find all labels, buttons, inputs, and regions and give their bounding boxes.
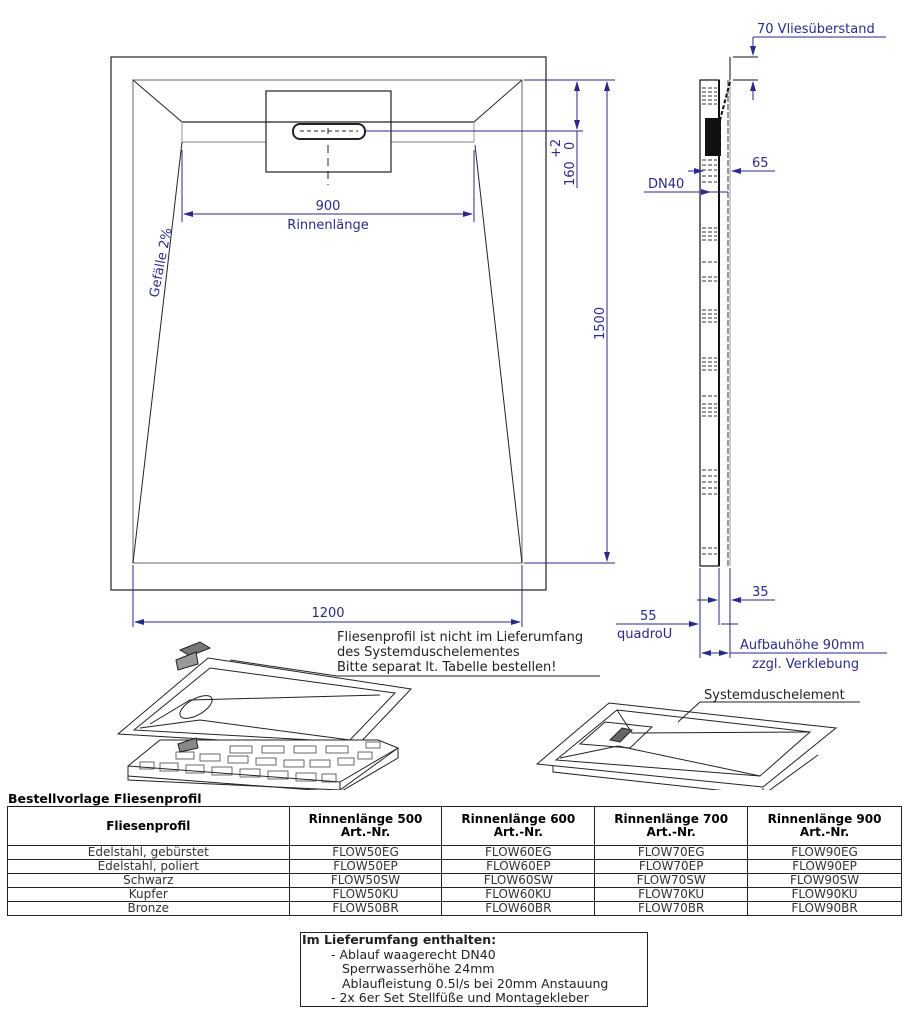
header-fliesenprofil: Fliesenprofil (8, 807, 290, 846)
cell-profile: Edelstahl, poliert (8, 860, 290, 874)
cell-artnr: FLOW90EP (748, 860, 902, 874)
cell-artnr: FLOW60KU (442, 888, 595, 902)
cell-profile: Schwarz (8, 874, 290, 888)
foot-hatching (702, 88, 717, 554)
note-line-2: des Systemduschelementes (337, 645, 520, 660)
header-rinne-500: Rinnenlänge 500 Art.-Nr. (289, 807, 442, 846)
order-table (7, 806, 902, 916)
cell-artnr: FLOW50BR (289, 902, 442, 916)
table-row (8, 860, 902, 874)
dim-35: 35 (752, 585, 769, 600)
top-view (111, 57, 615, 627)
dim-tol-plus: +2 (549, 138, 564, 158)
scope-item: Ablaufleistung 0.5l/s bei 20mm Anstauung (342, 975, 609, 991)
dim-900: 900 (315, 199, 341, 214)
order-table-title: Bestellvorlage Fliesenprofil (8, 791, 202, 806)
profile-note (230, 630, 600, 676)
cell-artnr: FLOW70SW (595, 874, 748, 888)
cell-artnr: FLOW50KU (289, 888, 442, 902)
dim-1500: 1500 (593, 306, 608, 340)
cell-artnr: FLOW60EP (442, 860, 595, 874)
table-row (8, 902, 902, 916)
side-view (616, 22, 887, 672)
cell-artnr: FLOW60SW (442, 874, 595, 888)
cell-artnr: FLOW50EP (289, 860, 442, 874)
header-rinne-900: Rinnenlänge 900 Art.-Nr. (748, 807, 902, 846)
element-label: Systemduschelement (704, 688, 845, 703)
cell-artnr: FLOW70KU (595, 888, 748, 902)
cell-artnr: FLOW50EG (289, 846, 442, 860)
dim-tol-zero: 0 (563, 141, 578, 150)
table-row (8, 846, 902, 860)
cell-artnr: FLOW90SW (748, 874, 902, 888)
outer-fleece-outline (111, 57, 546, 590)
cell-profile: Kupfer (8, 888, 290, 902)
note-line-1: Fliesenprofil ist nicht im Lieferumfang (337, 630, 584, 645)
slope-label: Gefälle 2% (147, 226, 176, 299)
cell-artnr: FLOW50SW (289, 874, 442, 888)
note-line-3: Bitte separat lt. Tabelle bestellen! (337, 660, 557, 675)
dim-vlies: 70 Vliesüberstand (757, 22, 875, 37)
dim-dn40: DN40 (648, 177, 685, 192)
cell-artnr: FLOW90KU (748, 888, 902, 902)
cell-artnr: FLOW70EP (595, 860, 748, 874)
cell-profile: Edelstahl, gebürstet (8, 846, 290, 860)
scope-of-delivery-box (300, 932, 648, 1007)
cell-artnr: FLOW90EG (748, 846, 902, 860)
dim-quadrou: quadroU (617, 627, 673, 642)
cell-artnr: FLOW70BR (595, 902, 748, 916)
table-header-row (8, 807, 902, 846)
cell-artnr: FLOW70EG (595, 846, 748, 860)
cell-artnr: FLOW60BR (442, 902, 595, 916)
scope-item: - 2x 6er Set Stellfüße und Montagekleber (331, 990, 589, 1005)
cell-artnr: FLOW90BR (748, 902, 902, 916)
scope-item: - Ablauf waagerecht DN40 (331, 946, 496, 962)
header-rinne-600: Rinnenlänge 600 Art.-Nr. (442, 807, 595, 846)
scope-title: Im Lieferumfang enthalten: (302, 932, 497, 947)
dim-verklebung: zzgl. Verklebung (752, 657, 860, 672)
table-row (8, 888, 902, 902)
cell-profile: Bronze (8, 902, 290, 916)
dim-65: 65 (752, 156, 769, 171)
scope-item: Sperrwasserhöhe 24mm (342, 961, 495, 976)
dim-160: 160 (563, 161, 578, 186)
isometric-element-view (537, 702, 860, 790)
header-rinne-700: Rinnenlänge 700 Art.-Nr. (595, 807, 748, 846)
dim-aufbau: Aufbauhöhe 90mm (740, 638, 865, 653)
dim-55: 55 (640, 609, 657, 624)
table-row (8, 874, 902, 888)
dim-rinnenlaenge: Rinnenlänge (287, 218, 369, 233)
dim-1200: 1200 (311, 606, 345, 621)
cell-artnr: FLOW60EG (442, 846, 595, 860)
